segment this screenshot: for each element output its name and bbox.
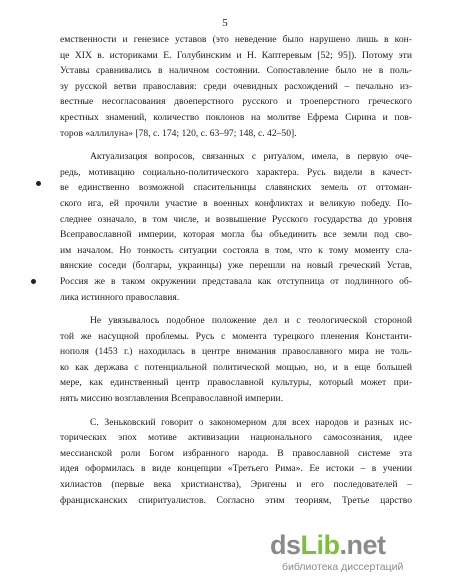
paragraph-gap xyxy=(60,305,412,313)
watermark-logo xyxy=(270,528,440,576)
text-line: С. Зеньковский говорит о закономерном для всех народов и разных ис- xyxy=(90,416,412,428)
text-line: нополя (1453 г.) находилась в центре внимания православного мира не толь- xyxy=(60,346,412,358)
text-line: францисканских спиритуалистов. Согласно этим теориям, Третье царство xyxy=(60,494,412,506)
text-line: це XIX в. историками Е. Голубинским и Н. Каптеревым [52; 95]). Потому эти xyxy=(60,49,412,61)
text-line: зу русской ветви православия: среди очевидных расхождений – печально из- xyxy=(60,80,412,92)
text-line: вестные несогласования двоеперстного русского и троеперстного греческого xyxy=(60,96,412,108)
text-line: торов «аллилуна» [78, с. 174; 120, с. 63–97; 148, с. 42–50]. xyxy=(60,127,297,139)
text-line: торических эпох мотиве активизации национального самосознания, идее xyxy=(60,432,412,444)
text-line: той же насущной проблемы. Русь с момента турецкого пленения Константи- xyxy=(60,330,412,342)
text-line: крестных знамений, количество поклонов на молитве Ефрема Сирина и пов- xyxy=(60,111,412,123)
text-line: лика истинного православия. xyxy=(60,291,180,303)
page-number: 5 xyxy=(222,17,228,29)
text-line: мере, как единственный центр православной культуры, который может при- xyxy=(60,377,412,389)
watermark-logo-text: dsLib.net xyxy=(270,530,386,560)
text-line: Россия же в таком окружении представала как отступница от подлинного об- xyxy=(60,275,412,287)
text-line: им началом. Но тонкость ситуации состояла в том, что к тому моменту сла- xyxy=(60,244,412,256)
margin-bullet xyxy=(31,279,36,284)
text-line: Актуализация вопросов, связанных с ритуалом, имела, в первую оче- xyxy=(90,151,412,163)
text-line: Всеправославной империи, которая могла бы объединить все земли под сво- xyxy=(60,229,412,241)
text-line: следнее означало, в том числе, и возвышение Русского государства до уровня xyxy=(60,213,412,225)
paragraph-gap xyxy=(60,141,412,149)
text-line: мессианской роли Богом избранного народа. В православной системе эта xyxy=(60,447,412,459)
text-line: емственности и генезисе уставов (это неведение было нарушено лишь в кон- xyxy=(60,34,412,45)
text-line: нять миссию возглавления Всеправославной империи. xyxy=(60,393,284,405)
margin-bullet xyxy=(36,181,41,186)
text-line: ского ига, ей прочили участие в военных конфликтах и великую победу. По- xyxy=(60,197,412,209)
watermark-caption: библиотека диссертаций xyxy=(282,561,404,573)
text-line: хилиастов (первые века христианства), Эригены и его последователей – xyxy=(60,479,412,491)
text-line: идея оформилась в виде концепции «Третьего Рима». Ее истоки – в учении xyxy=(60,463,412,475)
paragraph-gap xyxy=(60,407,412,415)
text-line: Не увязывалось подобное положение дел и с теологической стороной xyxy=(90,315,412,327)
body-text xyxy=(60,32,412,508)
text-line: ко как держава с потенциальной политической мощью, но, и в еще большей xyxy=(60,361,412,373)
text-line: ве единственно возможной спасительницы славянских земель от оттоман- xyxy=(60,182,412,194)
text-line: редь, мотивацию социально-политического характера. Русь видели в качест- xyxy=(60,166,412,178)
text-line: Уставы сравнивались в наличном состоянии. Сопоставление было не в поль- xyxy=(60,65,412,77)
text-line: вянские соседи (болгары, украинцы) уже перешли на новый греческий Устав, xyxy=(60,260,412,272)
